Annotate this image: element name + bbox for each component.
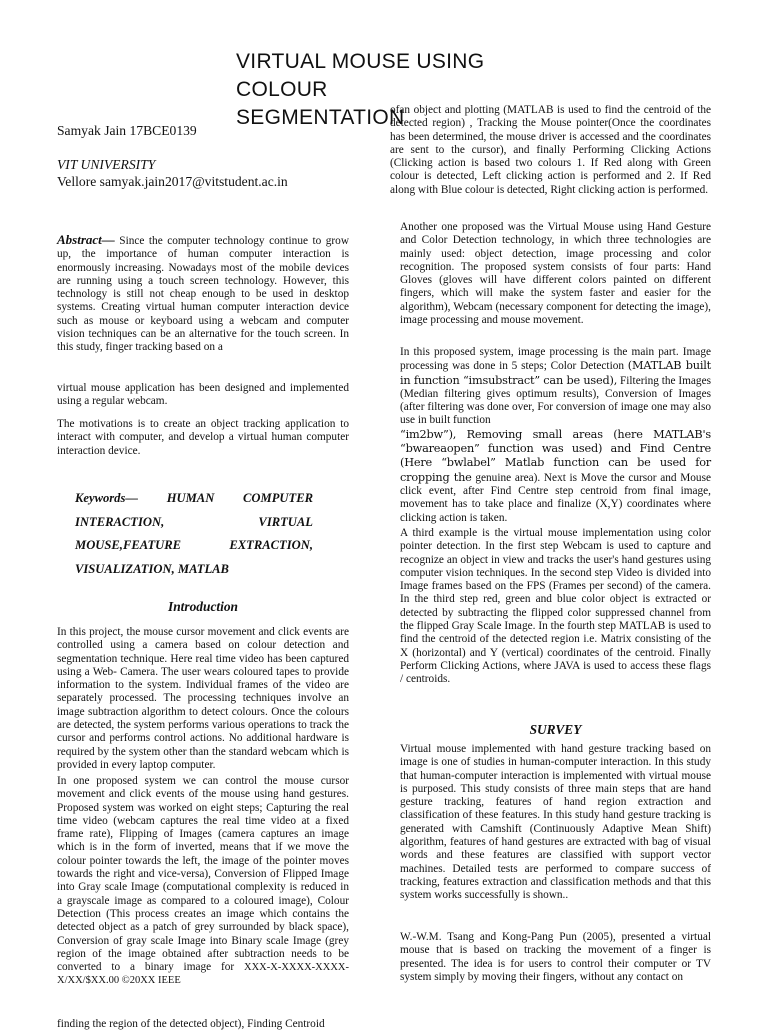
keywords: Keywords— HUMAN COMPUTER INTERACTION, VIRTUAL MOUSE,FEATURE EXTRACTION, VISUALIZATION, MATLAB: [75, 491, 313, 576]
right-paragraph-1: [390, 104, 711, 197]
right-text-2: Another one proposed was the Virtual Mouse using Hand Gesture and Color Detection technology, in which three technologies are mainly used: object detection, image processing and color recognition. The proposed system consists of four parts: Hand Gloves (gloves will have different colors painted on different fingers, which will make the system faster and easier for the algorithm), Webcam (necessary component for detecting the image), image processing and mouse movement.: [400, 221, 711, 327]
intro-text-1: In this project, the mouse cursor movement and click events are controlled using a camera based on colour detection and segmentation technique. Here real time video has been captured using a Web- Camera. The user wears coloured tapes to provide information to the system. Individual frames of the video are separately processed. The processing techniques involve an image subtraction algorithm to detect colours. Once the colours are detected, the system performs various operations to track the cursor and performs control actions. No additional hardware is required by the system other than the standard webcam which is provided in every laptop computer.: [57, 626, 349, 771]
intro-text-2: In one proposed system we can control the mouse cursor movement and click events of the mouse using hand gestures. Proposed system was worked on eight steps; Capturing the real time video (webcam captures the real time video at a fixed frame rate), Flipping of Images (camera captures an image which is in the form of inverted, means that if we move the colour pointer towards the left, the image of the pointer moves towards the right and vice-versa), Conversion of Flipped Image into Gray scale Image (computational complexity is reduced in a grayscale image as compared to a coloured image), Colour Detection (This process creates an image which contains the detected object as a patch of grey surrounded by black space), Conversion of gray scale Image into Binary scale Image (grey region of the image obtained after subtraction needs to be converted to a binary image for: [57, 775, 349, 974]
right-paragraph-4: [400, 527, 711, 687]
abstract-text-1: Since the computer technology continue to grow up, the importance of human computer interaction is enormously increasing. Nowadays most of the mobile devices are running using a touch screen technology. However, this technology is still not cheap enough to be used in desktop systems. Creating virtual human computer interaction device such as mouse or keyboard using a webcam and computer vision techniques can be an alternative for the touch screen. In this study, finger tracking based on a: [57, 235, 349, 354]
intro-text-3: finding the region of the detected object), Finding Centroid: [57, 1018, 325, 1030]
right-text-4: A third example is the virtual mouse implementation using color pointer detection. In the first step Webcam is used to capture and recognize an object in view and tracks the user's hand gestures using computer vision techniques. In the second step Video is divided into Image frames based on the FPS (Frames per second) of the camera. In the third step red, green and blue color object is extracted or detected by subtracting the flipped color suppressed channel from the flipped Gray Scale Image. In the fourth step MATLAB is used to find the centroid of the detected region i.e. Matrix consisting of the X (horizontal) and Y (vertical) coordinates of the centroid. Finally Perform Clicking Actions, where JAVA is used to access these flags / centroids.: [400, 527, 711, 686]
right-text-3b: (MATLAB built in function “imsubstract” can be used),: [400, 359, 711, 387]
right-text-3c: Filtering the Images (Median filtering gives optimum results), Conversion of Images (after filtering was done over, For conversion of image one may also use in built function: [400, 374, 711, 427]
introduction-heading: Introduction: [168, 599, 238, 614]
title-line-1: VIRTUAL MOUSE USING COLOUR: [236, 50, 485, 101]
right-paragraph-5: [400, 743, 711, 903]
abstract-text-3: The motivations is to create an object tracking application to interact with computer, and develop a virtual human computer interaction device.: [57, 418, 349, 457]
right-text-5: Virtual mouse implemented with hand gesture tracking based on image is one of studies in human-computer interaction. In this study that human-computer interaction is implemented with virtual mouse is purposed. This study consists of three main steps that are hand gesture tracking, features of hand region extraction and classification of these features. In this study hand gesture tracking is generated with Camshift (Continuously Adaptive Mean Shift) algorithm, features of hand gestures are extracted with bag of visual words and these features are classified with support vector machines. Detailed tests are performed to compare success of tracking, features extraction and classification methods and that this system works successfully is shown..: [400, 743, 711, 902]
intro-paragraph-3: [57, 1018, 349, 1031]
right-text-3a: In this proposed system, image processing is the main part. Image processing was done in 5 steps; Color Detection: [400, 346, 711, 373]
survey-heading: SURVEY: [529, 722, 582, 737]
abstract-heading: Abstract—: [57, 232, 115, 247]
right-paragraph-3: [400, 346, 711, 525]
right-text-3d: “im2bw”), Removing small areas (here MATLAB's “bwareaopen” function was used) and Find Centre (Here “bwlabel” Matlab function can be used for cropping the: [400, 427, 711, 484]
author-email: Vellore samyak.jain2017@vitstudent.ac.in: [57, 174, 288, 189]
title-line-2: SEGMENTATION: [236, 106, 405, 129]
right-text-3e: genuine area). Next is Move the cursor and Mouse click event, after Find Centre step centroid from final image, movement has to take place and finalize (X,Y) coordinates where clicking action is taken.: [400, 471, 711, 524]
ieee-footer-id: XXX-X-XXXX-XXXX-X/XX/$XX.00 ©20XX IEEE: [57, 962, 349, 987]
intro-paragraph-1: [57, 626, 349, 772]
abstract-paragraph-2: [57, 382, 349, 409]
abstract-text-2: virtual mouse application has been designed and implemented using a regular webcam.: [57, 382, 349, 408]
intro-paragraph-2: [57, 775, 349, 988]
right-paragraph-6: [400, 931, 711, 984]
abstract-paragraph-3: [57, 418, 349, 458]
right-text-1: ofan object and plotting (MATLAB is used to find the centroid of the detected region) , Tracking the Mouse pointer(Once the coordinates has been determined, the mouse driver is accessed and the coordinates are sent to the cursor), and finally Performing Clicking Actions (Clicking action is based two colours 1. If Red along with Green colour is detected, Left clicking action is performed and 2. If Red along with Blue colour is detected, Right clicking action is performed.: [390, 104, 711, 196]
author-name: Samyak Jain 17BCE0139: [57, 123, 197, 138]
author-university: VIT UNIVERSITY: [57, 157, 156, 172]
author-block: [57, 122, 377, 190]
abstract-paragraph-1: [57, 233, 349, 355]
right-paragraph-2: [400, 221, 711, 327]
right-text-6: W.-W.M. Tsang and Kong-Pang Pun (2005), presented a virtual mouse that is based on tracking the movement of a finger is presented. The idea is for users to control their computer or TV system simply by moving their fingers, without any contact on: [400, 931, 711, 983]
